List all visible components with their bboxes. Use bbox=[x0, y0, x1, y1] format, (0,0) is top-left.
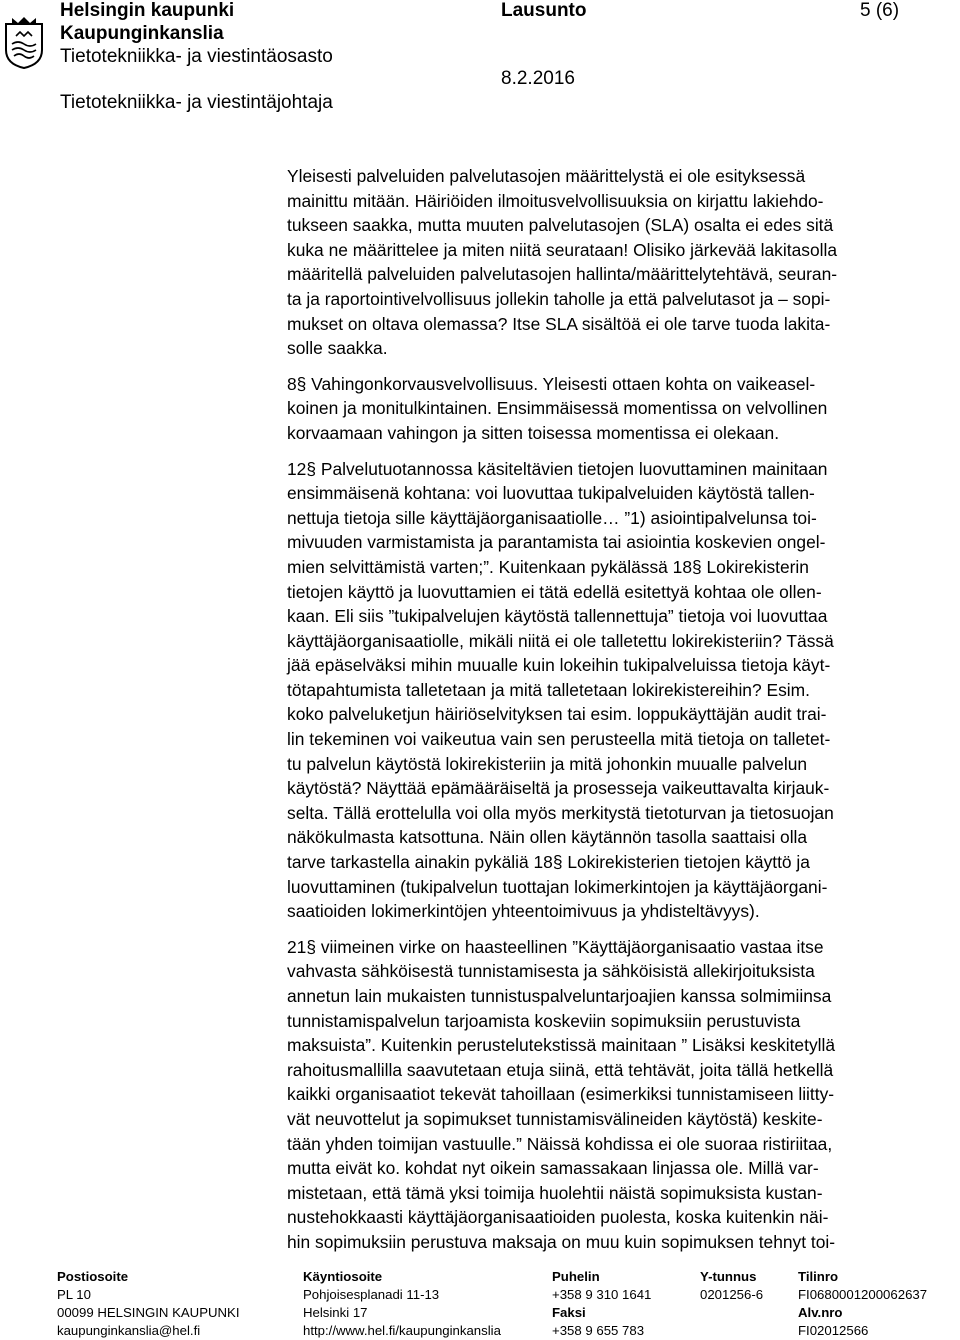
footer-email-link[interactable]: kaupunginkanslia@hel.fi bbox=[57, 1323, 201, 1338]
page-number: 5 (6) bbox=[860, 0, 900, 21]
paragraph-section-8: 8§ Vahingonkorvausvelvollisuus. Yleisesti ottaen kohta on vaikeasel- koinen ja monitulkintainen. Ensimmäisessä momentissa on velvollinen korvaamaan vahingon ja sitten toisessa momentissa ei olekaan. bbox=[287, 373, 828, 443]
document-date: 8.2.2016 bbox=[501, 68, 575, 89]
paragraph-sla: Yleisesti palveluiden palvelutasojen määrittelystä ei ole esityksessä mainittu mitään. Häiriöiden ilmoitusvelvollisuuksia on kirjattu lakiehdo- tukseen saakka, mutta muuten palvelutasojen (SLA) osalta ei edes sitä kuka ne määrittelee ja miten niitä seurataan! Olisiko järkevää lakitasolla määritellä palveluiden palvelutasojen hallinta/määrittelytehtävä, seuran- ta ja raportointivelvollisuus jollekin taholle ja että palvelutasot ja – sopi- mukset on oltava olemassa? Itse SLA sisältöä ei ole tarve tuoda lakita- solle saakka. bbox=[287, 166, 838, 359]
footer-business-id: Y-tunnus 0201256-6 bbox=[700, 1269, 764, 1302]
paragraph-section-12: 12§ Palvelutuotannossa käsiteltävien tietojen luovuttaminen mainitaan ensimmäisenä kohtana: voi luovuttaa tukipalveluiden käytöstä tallen- nettuja tietoja sille käyttäjäorganisaatiolle… ”1) asiointipalvelunsa toi- mivuuden varmistamista ja parantamista tai asiointia koskevien ongel- mien selvittämistä varten;”. Kuitenkaan pykälässä 18§ Lokirekisterin tietojen käyttö ja luovuttamien ei tätä edellä esitettyä kohtaa ole ollen- kaan. Eli siis ”tukipalvelujen käytöstä tallennettuja” tietoja voi luovuttaa käyttäjäorganisaatiolle, mikäli niitä ei ole talletettu lokirekisteriin? Tässä jää epäselväksi mihin muualle kuin lokeihin tukipalveluissa tietoja käyt- tötapahtumista talletetaan ja mitä talletetaan lokirekistereihin? Esim. koko palveluketjun häiriöselvityksen tai esim. loppukäyttäjän audit trai- lin tekeminen voi vaikeutua vain sen perusteella mitä tietoja on talletet- tu palvelun käytöstä lokirekisteriin ja mitä johonkin muualle palvelun käytöstä? Näyttää epämääräiseltä ja prosesseja vaikeuttavalta kirjauk- selta. Tällä erottelulla voi olla myös merkitystä tietoturvan ja tietosuojan näkökulmasta katsottuna. Näin ollen käytännön tasolla saattaisi olla tarve tarkastella ainakin pykäliä 18§ Lokirekisterien tietojen käyttö ja luovuttaminen (tukipalvelun tuottajan lokimerkintojen ja käyttäjäorgani- saatioiden lokimerkintöjen yhteentoimivuus ja yhdisteltävyys). bbox=[287, 458, 834, 922]
footer-contact-info bbox=[0, 1268, 960, 1337]
document-type: Lausunto bbox=[501, 0, 587, 21]
footer-visiting-address: Käyntiosoite Pohjoisesplanadi 11-13 Helsinki 17 http://www.hel.fi/kaupunginkanslia bbox=[303, 1269, 501, 1338]
footer-phone: Puhelin +358 9 310 1641 Faksi +358 9 655 783 bbox=[552, 1269, 652, 1338]
document-body bbox=[287, 164, 947, 1266]
signer-title: Tietotekniikka- ja viestintäjohtaja bbox=[60, 92, 333, 113]
unit-name: Tietotekniikka- ja viestintäosasto bbox=[60, 46, 333, 67]
helsinki-crest-logo bbox=[2, 14, 46, 70]
paragraph-section-21: 21§ viimeinen virke on haasteellinen ”Käyttäjäorganisaatio vastaa itse vahvasta sähköisestä tunnistamisesta ja sähköisistä allekirjoituksista annetun lain mukaisten tunnistuspalveluntarjoajien kanssa solmimiinsa tunnistamispalvelun tarjoamista koskeviin sopimuksiin perustuvista maksuista”. Kuitenkin perustelutekstissä mainitaan ” Lisäksi keskitetyllä rahoitusmallilla saavutetaan etuja siinä, että tehtävät, joita tällä hetkellä kaikki organisaatiot tekevät tahoillaan (esimerkiksi tunnistamiseen liitty- vät neuvottelut ja sopimukset tunnistamisvälineiden käytöstä) keskite- tään yhden toimijan vastuulle.” Näissä kohdissa ei ole suoraa ristiriitaa, mutta eivät ko. kohdat nyt oikein samassakaan linjassa ole. Millä var- mistetaan, että tämä yksi toimija huolehtii näistä sopimuksista kustan- nustehokkaasti käyttäjäorganisaatioiden puolesta, koska kuitenkin näi- hin sopimuksiin perustuva maksaja on muu kuin sopimuksen tehnyt toi- bbox=[287, 936, 836, 1252]
footer-account: Tilinro FI0680001200062637 Alv.nro FI02012566 bbox=[798, 1269, 928, 1338]
footer-website-link[interactable]: http://www.hel.fi/kaupunginkanslia bbox=[303, 1323, 501, 1338]
dept-name: Kaupunginkanslia bbox=[60, 23, 224, 44]
footer-postal-address: Postiosoite PL 10 00099 HELSINGIN KAUPUNKI kaupunginkanslia@hel.fi bbox=[57, 1269, 240, 1338]
org-name: Helsingin kaupunki bbox=[60, 0, 235, 21]
